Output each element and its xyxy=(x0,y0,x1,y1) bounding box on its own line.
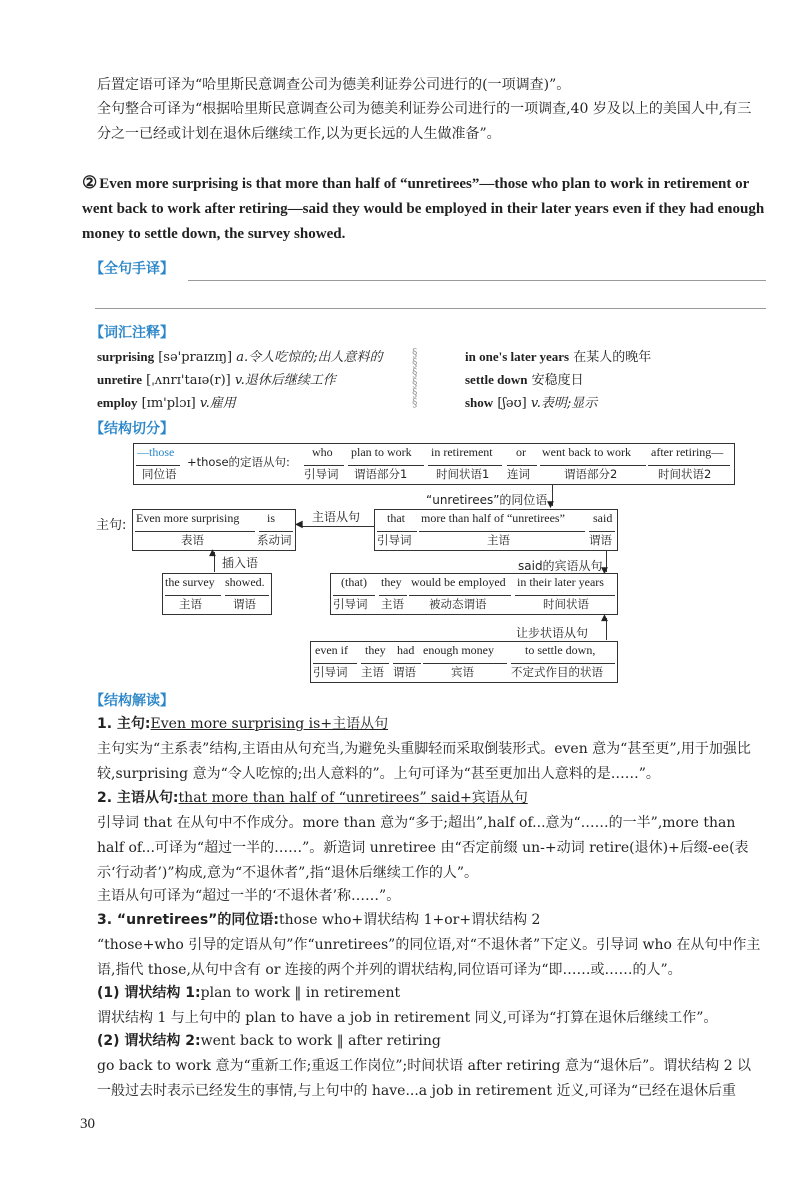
appositive-arrow-label: “unretirees”的同位语 xyxy=(426,493,548,507)
box-main-clause: Even more surprising 表语 is 系动词 xyxy=(132,509,296,551)
box-concession-clause: even if 引导词 they 主语 had 谓语 enough money 宾语 to settle down, 不定式作目的状语 xyxy=(310,641,618,683)
box-object-clause: (that) 引导词 they 主语 would be employed 被动态谓语 in their later years 时间状语 xyxy=(330,573,618,615)
vocab-item: surprising [sə'praɪzɪŋ] a.令人吃惊的;出人意料的 xyxy=(97,349,383,365)
vocab-item: show [ʃəʊ] v.表明;显示 xyxy=(465,395,598,411)
analysis-section-3-2-text: go back to work 意为“重新工作;重返工作岗位”;时间状语 after retiring 意为“退休后”。谓状结构 2 以一般过去时表示已经发生的事情,与上句中的 have...a job in retirement 近义,可译为“已经在退休后重 xyxy=(97,1058,752,1099)
vocab-divider: § § § § § § xyxy=(412,346,418,409)
heading-vocab: 【词汇注释】 xyxy=(90,325,174,341)
analysis-section-3-1-text: 谓状结构 1 与上句中的 plan to have a job in retirement 同义,可译为“打算在退休后继续工作”。 xyxy=(97,1010,718,1026)
heading-translate: 【全句手译】 xyxy=(90,261,174,277)
vocab-item: in one's later years 在某人的晚年 xyxy=(465,349,652,365)
main-clause-label: 主句: xyxy=(96,518,127,533)
box-insert: the survey 主语 showed. 谓语 xyxy=(162,573,272,615)
intro-paragraph-2: 全句整合可译为“根据哈里斯民意调查公司为德美利证券公司进行的一项调查,40 岁及以上的美国人中,有三分之一已经或计划在退休后继续工作,以为更长远的人生做准备”。 xyxy=(97,101,752,142)
vocab-item: settle down 安稳度日 xyxy=(465,372,584,388)
arrow-left-icon: ◀ xyxy=(295,519,303,530)
box-subject-clause: that 引导词 more than half of “unretirees” 主语 said 谓语 xyxy=(374,509,618,551)
analysis-section-3-text: “those+who 引导的定语从句”作“unretirees”的同位语,对“不退休者”下定义。引导词 who 在从句中作主语,指代 those,从句中含有 or 连接的两个并列的谓状结构,同位语可译为“即……或……的人”。 xyxy=(97,937,761,978)
arrow-up-icon: ▲ xyxy=(209,548,216,558)
vocab-item: employ [ɪm'plɔɪ] v.雇用 xyxy=(97,395,236,411)
insert-label: 插入语 xyxy=(222,556,259,570)
sentence-text: Even more surprising is that more than half of “unretirees”—those who plan to work in retirement or went back to work after retiring—said they would be employed in their later years even if they had enough money to settle down, the survey showed. xyxy=(82,176,765,242)
heading-structure: 【结构切分】 xyxy=(90,421,174,437)
analysis-section-2-text: 引导词 that 在从句中不作成分。more than 意为“多于;超出”,half of...意为“……的一半”,more than half of...可译为“超过一半的……”。新造词 unretiree 由“否定前缀 un-+动词 retire(退休)+后缀-ee(表示‘行动者’)”构成,意为“不退休者”,指“退休后继续工作的人”。 xyxy=(97,815,749,881)
vocab-item: unretire [ˌʌnrɪ'taɪə(r)] v.退休后继续工作 xyxy=(97,372,336,388)
analysis-section-3-1-header: (1) 谓状结构 1:plan to work ‖ in retirement xyxy=(97,985,401,1001)
subject-clause-label: 主语从句 xyxy=(312,510,361,524)
intro-paragraph-1: 后置定语可译为“哈里斯民意调查公司为德美利证券公司进行的(一项调查)”。 xyxy=(97,77,571,93)
analysis-section-3-header: 3. “unretirees”的同位语:those who+谓状结构 1+or+谓状结构 2 xyxy=(97,912,541,928)
arrow-down-icon: ▼ xyxy=(601,566,608,576)
sentence-marker: ② xyxy=(82,173,98,192)
subject-clause-arrow-line xyxy=(302,526,374,527)
object-clause-label: said的宾语从句 xyxy=(518,559,603,573)
analysis-section-1-header: 1. 主句:Even more surprising is+主语从句 xyxy=(97,716,389,732)
heading-analysis: 【结构解读】 xyxy=(90,693,174,709)
arrow-down-icon: ▼ xyxy=(547,500,554,510)
box-appositive: —those 同位语 +those的定语从句: who 引导词 plan to work 谓语部分1 in retirement 时间状语1 or 连词 went back to work 谓语部分2 after retiring— 时间状语2 xyxy=(133,443,735,485)
analysis-section-2-header: 2. 主语从句:that more than half of “unretirees” said+宾语从句 xyxy=(97,790,528,806)
analysis-section-2-summary: 主语从句可译为“超过一半的‘不退休者’称……”。 xyxy=(97,888,401,904)
concession-label: 让步状语从句 xyxy=(516,626,589,640)
arrow-up-icon: ▲ xyxy=(601,613,608,623)
analysis-section-3-2-header: (2) 谓状结构 2:went back to work ‖ after retiring xyxy=(97,1033,441,1049)
page-number: 30 xyxy=(80,1116,95,1132)
analysis-section-1-text: 主句实为“主系表”结构,主语由从句充当,为避免头重脚轻而采取倒装形式。even 意为“甚至更”,用于加强比较,surprising 意为“令人吃惊的;出人意料的”。上句可译为“甚至更加出人意料的是……”。 xyxy=(97,741,751,782)
